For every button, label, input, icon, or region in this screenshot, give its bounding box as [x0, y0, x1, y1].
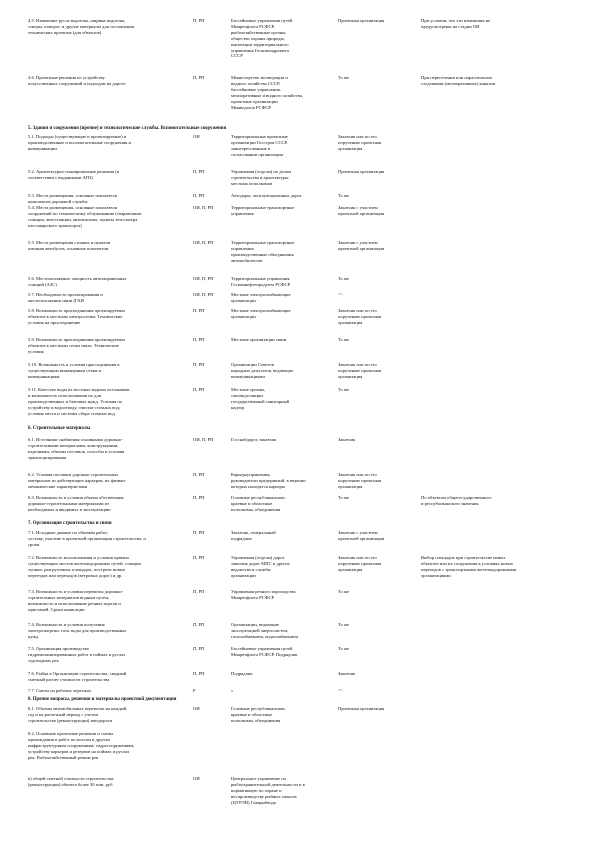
cell-approving-organization: Местные электроснабжающие организации [231, 292, 291, 303]
cell-work-item: 5.3. Места размещения, основные показатели комплексов дорожной службы [28, 193, 118, 204]
cell-work-item: 5.7. Необходимость проектирования и местоположения связи (ГАИ [28, 292, 103, 303]
cell-stage: П, РП [193, 646, 205, 651]
cell-work-item: 8.1. Объемы автомобильных перевозок на каждый год и на расчетный период с учетом строительства (реконструкции) автодороги [28, 706, 127, 723]
cell-stage: П, РП [193, 169, 205, 174]
cell-approving-organization: Организации, ведающие эксплуатацией энергосистем, газоснабжением, водоснабжением [231, 622, 299, 639]
section-heading: 7. Организация строительства и связи [28, 521, 112, 526]
cell-work-item: 5.8. Возможность присоединения проектируемых объектов к местным электросетям. Технические условия на присоединение [28, 308, 126, 325]
cell-responsible: То же [338, 589, 350, 594]
cell-responsible: То же [338, 387, 350, 392]
cell-responsible: То же [338, 75, 350, 80]
cell-stage: П, РП [193, 622, 205, 627]
cell-approving-organization: Министерство мелиорации и водного хозяйства СССР, бассейновые управления, мелиоративные и водного хозяйства, проектные организации Минводхоза РСФСР [231, 75, 303, 110]
cell-approving-organization: Организации Советов народных депутатов, ведающих коммуникациями [231, 362, 294, 379]
cell-responsible: Заказчик или по его поручению проектная организация [338, 362, 382, 379]
cell-responsible: Проектная организация [338, 706, 385, 711]
cell-stage: П, РП [193, 308, 205, 313]
cell-responsible: -"- [338, 292, 343, 297]
cell-responsible: Проектная организация [338, 169, 385, 174]
cell-note: При условии, что эти изменения не предусмотрены на стадии ОИ [421, 18, 491, 29]
cell-work-item: 7.1. Исходные данные по объемам работ, составу, участию в проектной организации строительства, и сроки [28, 530, 146, 547]
cell-stage: П, РП [193, 75, 205, 80]
cell-work-item: 5.9. Возможность присоединения проектируемых объектов к местным сетям связи. Технические условия [28, 337, 126, 354]
cell-approving-organization: Головные республиканские, краевые и областные исполкомы, объединения [231, 495, 286, 512]
cell-responsible: Заказчик с участием проектной организации [338, 530, 385, 541]
cell-approving-organization: Заказчик, генеральный подрядчик [231, 530, 276, 541]
cell-note: При пересечении или параллельном следовании (мелиоративных) каналов [421, 75, 496, 86]
cell-work-item: 5.4. Места размещения, основные показатели сооружений по техническому облуживанию (заправочные станции, автостанции, автовокзалы, пункты техосмотра пассажирского транспорта) [28, 205, 142, 228]
cell-work-item: 7.5. Организация производства гидромеханизированных работ в поймах и руслах судоходных рек [28, 646, 126, 663]
cell-approving-organization: Карьероуправления, руководители предприятий, в ведении которых находятся карьеры [231, 472, 306, 489]
cell-approving-organization: Территориальные транспортные управления [231, 205, 295, 216]
cell-work-item: 5.6. Местоположение, мощность автозаправочных станций (АЗС) [28, 276, 127, 287]
cell-responsible: Заказчик или по его поручению проектная организация [338, 472, 382, 489]
cell-approving-organization: « [231, 688, 234, 693]
section-heading: 5. Здания и сооружения (прочие) и технологические службы. Вспомогательные сооружения [28, 126, 227, 131]
cell-stage: П, РП [193, 337, 205, 342]
cell-responsible: Заказчик или по его поручению проектная организация [338, 555, 382, 572]
cell-responsible: Заказчик с участием проектной организации [338, 205, 385, 216]
cell-note: Выбор площадок при строительстве новых объектов или их сооружения в условиях новых переходов с транспортными железнодорожными организациями [421, 555, 517, 578]
cell-stage: ОИ, П, РП [193, 276, 214, 281]
cell-approving-organization: Подрядчик [231, 671, 253, 676]
cell-work-item: 6.2. Условия поставки дорожно-строительных материалов из действующих карьеров, их физико- механические характеристики [28, 472, 127, 489]
cell-responsible: То же [338, 495, 350, 500]
cell-stage: П, РП [193, 362, 205, 367]
cell-work-item: 5.5. Места размещения стоянок и пунктов питания автобусов, основные показатели [28, 240, 111, 251]
cell-note: По объектам общегосударственного и республиканского значения [421, 495, 492, 506]
cell-work-item: 7.6. Рыбка в Организации строительства, сводный сметный расчет стоимости строительства [28, 671, 127, 682]
cell-stage: ОИ, П, РП [193, 437, 214, 442]
cell-approving-organization: Управления речного пароходства Минречфлота РСФСР [231, 589, 296, 600]
cell-approving-organization: Бассейновые управления путей Минречфлота РСФСР. Подрядчик [231, 646, 298, 657]
cell-approving-organization: Бассейновые управления путей Минречфлота РСФСР, рыбохозяйственные органы, общество охраны природы, инспекции территориального управления Госкомгидромета СССР [231, 18, 293, 59]
cell-responsible: -"- [338, 688, 343, 693]
cell-work-item: 5.1. Подходы (существующие и проектируемые) и производственные и вспомогательные сооружения и коммуникации [28, 134, 131, 151]
cell-responsible: Заказчик с участием проектной организации [338, 240, 385, 251]
cell-work-item: 7.3. Возможность и условия перевозок дорожно- строительных материалов водным путем, возможность и использование речных портов и пристаней. Сроки навигации [28, 589, 124, 612]
cell-work-item: 5.11. Качество воды из местных водных источников и возможность использования их для производственных и бытовых нужд. Условия по устройству и водоотводу, очистке сточных вод; условия места и системы сбора сточных вод [28, 387, 130, 416]
cell-work-item: в) общей сметной стоимости строительства (реконструкции) объекта более 30 млн. руб. [28, 776, 114, 787]
cell-responsible: Заказчик или по его поручению проектная организация [338, 134, 382, 151]
cell-stage: П, РП [193, 495, 205, 500]
cell-approving-organization: Местные органы, санэпидстанции государственный санитарный надзор [231, 387, 290, 410]
cell-stage: П, РП [193, 671, 205, 676]
cell-approving-organization: Территориальные проектные организации Госстроя СССР, заинтересованные в согласовании организации [231, 134, 288, 157]
cell-work-item: 5.2. Архитектурно-планировочные решения (в соответствии с выданными АПЗ) [28, 169, 119, 180]
cell-work-item: 7.4. Возможность и условия получения электроэнергии, газа, воды для производственных нужд [28, 622, 127, 639]
cell-responsible: То же [338, 193, 350, 198]
cell-responsible: Заказчик [338, 437, 356, 442]
cell-stage: ОИ [193, 134, 200, 139]
cell-responsible: Заказчик или по его поручению проектная организация [338, 308, 382, 325]
cell-work-item: 7.2. Возможность использования и условия прямых существующих мостов железнодорожных путей, станции тупики, разгрузочных площадок, построек новых переездов или переходов (ветровых дорог) и др. [28, 555, 141, 578]
cell-approving-organization: Автодоры, эксплуатационных дорог [231, 193, 302, 198]
cell-approving-organization: Местные электроснабжающие организации [231, 308, 291, 319]
cell-approving-organization: Управления (отделы) дорог заказчик дорог МПС и другие ведомства и службы организации [231, 555, 290, 578]
cell-stage: П, РП [193, 472, 205, 477]
section-heading: 8. Прочие вопросы, решения и материалы проектной документации [28, 697, 177, 702]
cell-stage: П, РП [193, 193, 205, 198]
cell-stage: ОИ, П, РП [193, 292, 214, 297]
cell-stage: П, РП [193, 589, 205, 594]
cell-stage: П, РП [193, 530, 205, 535]
cell-responsible: То же [338, 646, 350, 651]
cell-approving-organization: Территориальные транспортные управления производственные объединения автомобилистов [231, 240, 295, 263]
cell-approving-organization: Головные республиканские, краевые и областные исполкомы, объединения [231, 706, 286, 723]
cell-stage: Р [193, 688, 196, 693]
cell-work-item: 7.7. Сметы на рабочих чертежах [28, 688, 92, 693]
cell-approving-organization: Территориальные управления Госкомнефтепродукта РСФСР [231, 276, 291, 287]
cell-work-item: 8.2. Основные проектные решения и схемы прохождения и работ по мостам и другим инфраструктурным сооружениям, гидросооружениям, устройству карьеров и резервов на поймах и руслах рек. Рыбохозяйственный режим рек [28, 731, 135, 760]
cell-responsible: То же [338, 276, 350, 281]
cell-work-item: 6.1. Источники снабжения основными дорожно- строительными материалами, конструкциями, изделиями, объемы поставок, способы и условия транспортирования [28, 437, 125, 460]
cell-responsible: То же [338, 337, 350, 342]
cell-stage: ОИ, П, РП [193, 240, 214, 245]
cell-work-item: 4.5. Изменение русла водотока, ширина водотока, створы, поворот, и другие материалы для составления технических проектов (для объектов) [28, 18, 135, 35]
cell-approving-organization: Местные организации связи [231, 337, 287, 342]
cell-approving-organization: Центральное управление по рыбоохранительной деятельности и в нормативную по охране и воспроизводству рыбных запасов (ЦУРЭН) Главрыбвода [231, 776, 305, 805]
section-heading: 6. Строительные материалы [28, 426, 91, 431]
cell-work-item: 6.3. Возможность и условия объема обеспечения дорожно-строительными материалами из необходимых и вводимых в эксплуатацию [28, 495, 124, 512]
cell-stage: ОИ [193, 776, 200, 781]
cell-stage: П, РП [193, 387, 205, 392]
cell-responsible: Проектная организация [338, 18, 385, 23]
cell-stage: ОИ, П, РП [193, 205, 214, 210]
cell-work-item: 4.6. Проектные решения по устройству искусственных сооружений и подходам на дороге [28, 75, 126, 86]
cell-approving-organization: Управления (отделы) по делам строительства и архитектуры местных исполкомов [231, 169, 291, 186]
cell-stage: П, РП [193, 18, 205, 23]
cell-stage: П, РП [193, 555, 205, 560]
cell-stage: ОИ [193, 706, 200, 711]
cell-responsible: То же [338, 622, 350, 627]
cell-approving-organization: Госснабдорог, заказчик [231, 437, 277, 442]
cell-responsible: Заказчик [338, 671, 356, 676]
cell-work-item: 5.10. Возможность и условия присоединения к существующим инженерным сетям и коммуникациям [28, 362, 120, 379]
